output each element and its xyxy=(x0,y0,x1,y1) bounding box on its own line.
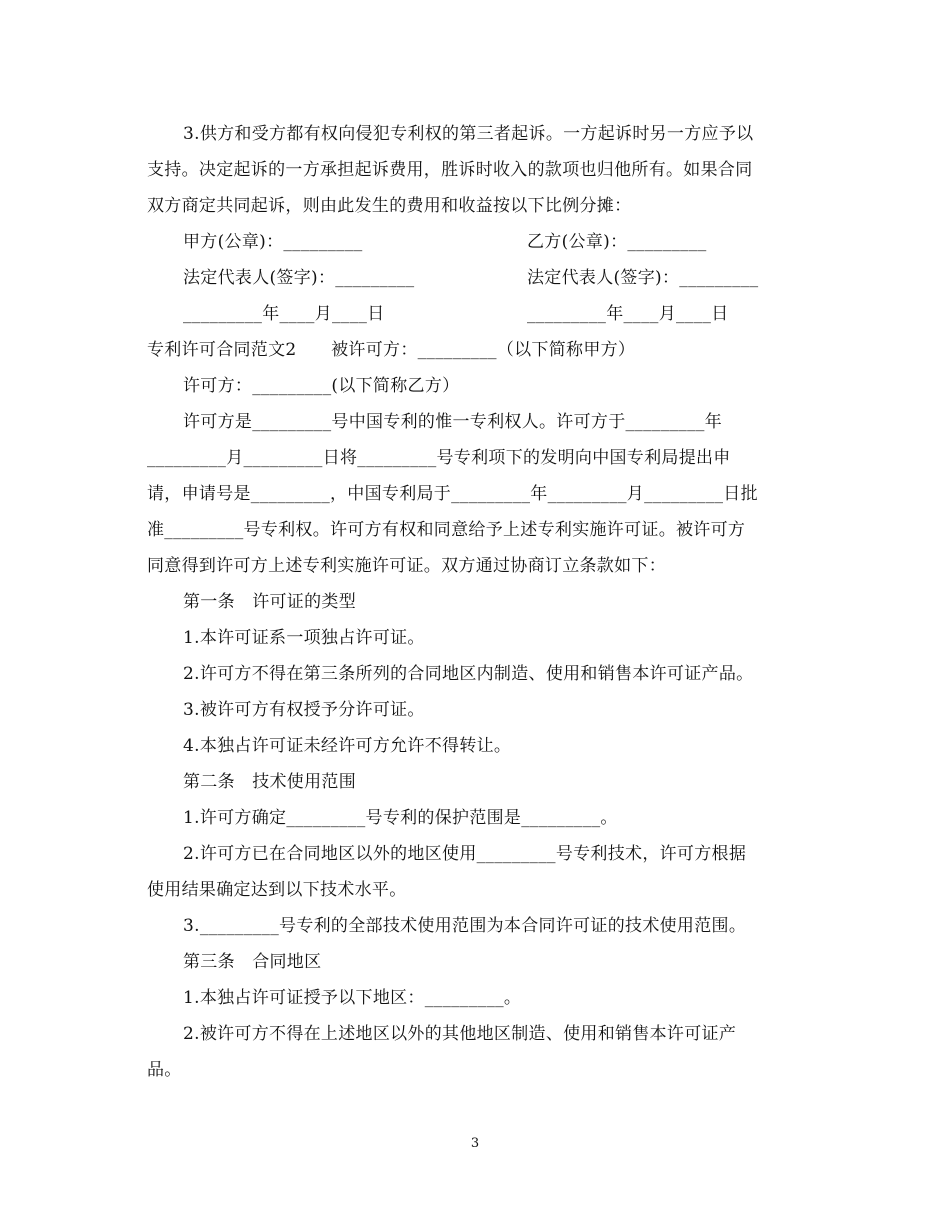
article-heading: 第三条 合同地区 xyxy=(183,952,322,972)
paragraph-line: 许可方是_________号中国专利的惟一专利权人。许可方于_________年 xyxy=(183,412,722,432)
paragraph-line: 3.被许可方有权授予分许可证。 xyxy=(183,700,425,720)
paragraph-line: 2.许可方已在合同地区以外的地区使用_________号专利技术，许可方根据 xyxy=(183,844,747,864)
paragraph-line: 同意得到许可方上述专利实施许可证。双方通过协商订立条款如下： xyxy=(147,556,666,576)
paragraph-line: 请，申请号是_________，中国专利局于_________年_________月_________日批 xyxy=(147,484,758,504)
page-number: 3 xyxy=(470,1136,480,1151)
signature-rep-a: 法定代表人(签字)：_________ xyxy=(183,268,415,288)
signature-date-a: _________年____月____日 xyxy=(183,304,385,324)
article-heading: 第二条 技术使用范围 xyxy=(183,772,356,792)
signature-rep-b: 法定代表人(签字)：_________ xyxy=(527,268,759,288)
paragraph-line: 许可方：_________(以下简称乙方） xyxy=(183,376,460,396)
section-title: 专利许可合同范文2 被许可方：_________（以下简称甲方） xyxy=(147,340,636,360)
paragraph-line: 准_________号专利权。许可方有权和同意给予上述专利实施许可证。被许可方 xyxy=(147,520,746,540)
paragraph-line: 1.本独占许可证授予以下地区：_________。 xyxy=(183,988,522,1008)
paragraph-line: 3.供方和受方都有权向侵犯专利权的第三者起诉。一方起诉时另一方应予以 xyxy=(183,124,754,144)
paragraph-line: 2.许可方不得在第三条所列的合同地区内制造、使用和销售本许可证产品。 xyxy=(183,664,754,684)
paragraph-line: 1.本许可证系一项独占许可证。 xyxy=(183,628,425,648)
paragraph-line: 3._________号专利的全部技术使用范围为本合同许可证的技术使用范围。 xyxy=(183,916,747,936)
paragraph-line: 品。 xyxy=(147,1060,182,1080)
signature-party-a: 甲方(公章)：_________ xyxy=(183,232,363,252)
article-heading: 第一条 许可证的类型 xyxy=(183,592,356,612)
paragraph-line: _________月_________日将_________号专利项下的发明向中国专利局提出申 xyxy=(147,448,731,468)
paragraph-line: 1.许可方确定_________号专利的保护范围是_________。 xyxy=(183,808,618,828)
paragraph-line: 使用结果确定达到以下技术水平。 xyxy=(147,880,407,900)
paragraph-line: 双方商定共同起诉，则由此发生的费用和收益按以下比例分摊： xyxy=(147,196,632,216)
signature-date-b: _________年____月____日 xyxy=(527,304,729,324)
paragraph-line: 2.被许可方不得在上述地区以外的其他地区制造、使用和销售本许可证产 xyxy=(183,1024,737,1044)
paragraph-line: 4.本独占许可证未经许可方允许不得转让。 xyxy=(183,736,512,756)
signature-party-b: 乙方(公章)：_________ xyxy=(527,232,707,252)
paragraph-line: 支持。决定起诉的一方承担起诉费用，胜诉时收入的款项也归他所有。如果合同 xyxy=(147,160,753,180)
